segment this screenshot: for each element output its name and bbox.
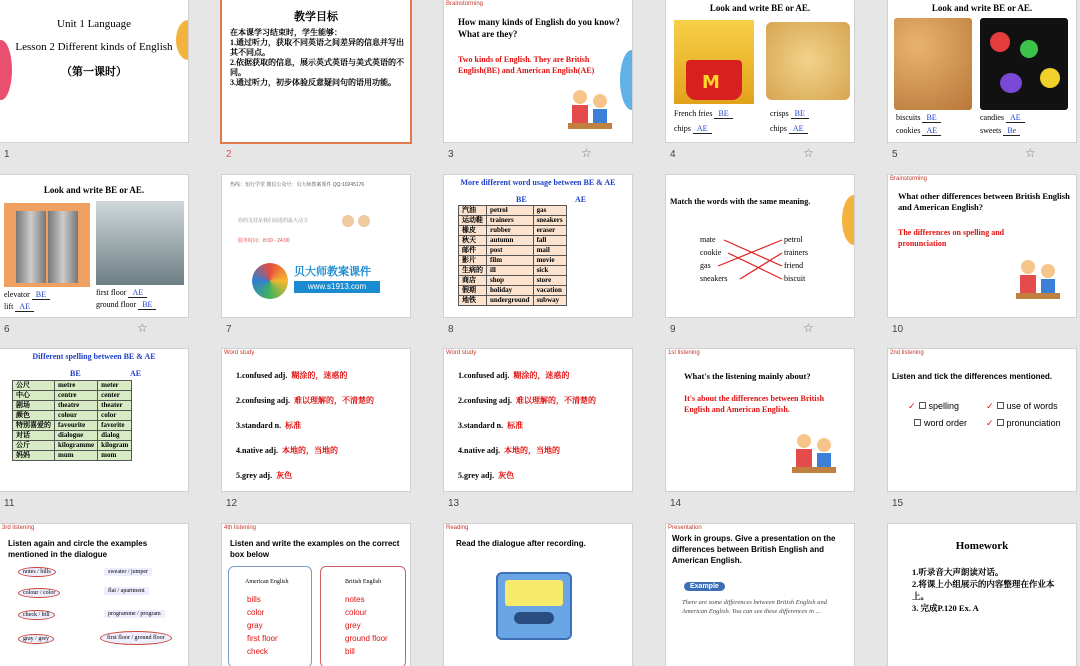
slide-number: 4: [670, 149, 676, 160]
chinese-cell: 邮件: [459, 246, 487, 256]
slide-title: More different word usage between BE & AE: [460, 178, 616, 187]
be-cell: mum: [55, 451, 98, 461]
slide-title: Look and write BE or AE.: [931, 3, 1033, 13]
be-cell: trainers: [487, 216, 534, 226]
chinese-cell: 假期: [459, 286, 487, 296]
match-lines: [666, 175, 854, 317]
vocabulary-item: [458, 413, 596, 438]
table-row: [459, 296, 567, 306]
slide-14[interactable]: [666, 349, 854, 491]
word: first floor: [96, 288, 127, 297]
example-word: color: [247, 608, 265, 617]
example-word: grey: [345, 621, 361, 630]
example-word: ground floor: [345, 634, 388, 643]
table-row: [459, 236, 567, 246]
vocabulary-term: 3.standard n.: [458, 421, 504, 430]
brand-logo-icon: [252, 263, 288, 299]
star-icon[interactable]: ☆: [1025, 146, 1036, 160]
answer-text: It's about the differences between British English and American English.: [684, 394, 825, 414]
chinese-cell: 地铁: [459, 296, 487, 306]
slide-number: 6: [4, 324, 10, 335]
section-tag: Word study: [224, 350, 255, 356]
vocabulary-meaning: 灰色: [498, 471, 515, 480]
chinese-cell: 剧场: [13, 401, 55, 411]
vocabulary-meaning: 糊涂的，迷惑的: [291, 371, 348, 380]
word: biscuits: [896, 113, 921, 122]
vocabulary-list: [458, 363, 596, 488]
vocabulary-item: [236, 388, 374, 413]
kids-illustration-icon: [790, 429, 838, 479]
french-fries-image-icon: M: [674, 20, 754, 104]
question-text: What's the listening mainly about?: [684, 371, 811, 381]
check-mark-icon: ✓: [986, 418, 994, 428]
example-pair: sweater / jumper: [104, 568, 152, 576]
british-english-box: [320, 566, 406, 666]
table-row: [459, 286, 567, 296]
column-header-be: BE: [70, 369, 81, 378]
match-word: sneakers: [700, 274, 728, 283]
word: candies: [980, 113, 1004, 122]
match-word: gas: [700, 261, 711, 270]
word: cookies: [896, 126, 921, 135]
elevator-image-icon: [4, 203, 90, 287]
slide-number: 5: [892, 149, 898, 160]
word: crisps: [770, 109, 789, 118]
slide-number: 8: [448, 324, 454, 335]
table-row: [13, 391, 132, 401]
slide-13[interactable]: [444, 349, 632, 491]
ae-cell: favorite: [98, 421, 132, 431]
ae-cell: gas: [533, 206, 566, 216]
ae-cell: sneakers: [533, 216, 566, 226]
chinese-cell: 汽油: [459, 206, 487, 216]
section-tag: Brainstorming: [446, 1, 484, 7]
support-text: 你的支持是我们前进的最大动力: [238, 218, 309, 224]
slide-8[interactable]: [444, 175, 632, 317]
section-tag: 2nd listening: [890, 350, 924, 356]
ae-cell: meter: [98, 381, 132, 391]
slide-4[interactable]: [666, 0, 854, 142]
person-icon: [358, 215, 370, 227]
objective-item: 2.依据获取的信息，展示英式英语与美式英语的不同。: [230, 58, 404, 77]
table-row: [13, 381, 132, 391]
vocabulary-list: [236, 363, 374, 488]
vocabulary-item: [458, 363, 596, 388]
check-mark-icon: ✓: [908, 401, 916, 411]
be-cell: petrol: [487, 206, 534, 216]
word: sweets: [980, 126, 1002, 135]
vocabulary-term: 1.confused adj.: [236, 371, 288, 380]
be-cell: theatre: [55, 401, 98, 411]
be-cell: holiday: [487, 286, 534, 296]
be-cell: post: [487, 246, 534, 256]
person-icon: [342, 215, 354, 227]
chinese-cell: 特别喜爱的: [13, 421, 55, 431]
example-word: bill: [345, 647, 355, 656]
answer-text: Two kinds of English. They are British English(BE) and American English(AE): [458, 55, 595, 75]
example-text: There are some differences between British English and American English. You can see these differences in ...: [682, 599, 827, 615]
table-row: [13, 421, 132, 431]
table-row: [13, 431, 132, 441]
kids-illustration-icon: [1014, 255, 1062, 305]
box-heading: British English: [345, 579, 382, 585]
vocabulary-item: [236, 413, 374, 438]
be-cell: favourite: [55, 421, 98, 431]
example-pair: gray / grey: [18, 634, 54, 644]
chinese-cell: 秋天: [459, 236, 487, 246]
contact-header: 热线：知行学堂 微信公众号：贝大师教案课件 QQ:10245176: [230, 182, 365, 188]
answer-blank: BE: [791, 109, 809, 119]
ae-cell: sick: [533, 266, 566, 276]
option-label: use of words: [1006, 401, 1058, 411]
vocabulary-meaning: 标准: [507, 421, 524, 430]
table-row: [459, 276, 567, 286]
example-word: first floor: [247, 634, 278, 643]
word: ground floor: [96, 300, 137, 309]
section-tag: Reading: [446, 525, 469, 531]
slide-20[interactable]: [888, 524, 1076, 666]
table-row: [459, 256, 567, 266]
section-tag: 3rd listening: [2, 525, 35, 531]
section-tag: 4th listening: [224, 525, 257, 531]
vocabulary-term: 5.grey adj.: [236, 471, 273, 480]
answer-blank: AE: [789, 124, 808, 134]
chinese-cell: 公尺: [13, 381, 55, 391]
chinese-cell: 中心: [13, 391, 55, 401]
table-row: [13, 451, 132, 461]
option-label: word order: [924, 418, 968, 428]
ae-cell: movie: [533, 256, 566, 266]
slide-number: 11: [4, 498, 15, 509]
section-tag: Brainstorming: [890, 176, 928, 182]
section-tag: Presentation: [668, 525, 702, 531]
homework-item: 2.将课上小组展示的内容整理在作业本上。: [912, 579, 1055, 601]
ae-cell: store: [533, 276, 566, 286]
biscuits-image-icon: [894, 18, 972, 110]
vocabulary-item: [236, 363, 374, 388]
chinese-cell: 商店: [459, 276, 487, 286]
vocabulary-meaning: 灰色: [276, 471, 293, 480]
vocabulary-item: [236, 438, 374, 463]
ae-cell: fall: [533, 236, 566, 246]
word: French fries: [674, 109, 713, 118]
slide-number: 13: [448, 498, 460, 509]
chinese-cell: 生病的: [459, 266, 487, 276]
answer-text: The differences on spelling and pronunciation: [898, 228, 1005, 248]
match-word: trainers: [784, 248, 808, 257]
vocabulary-term: 2.confusing adj.: [458, 396, 513, 405]
example-pair: first floor / ground floor: [100, 631, 172, 645]
slide-number: 15: [892, 498, 904, 509]
slide-9[interactable]: [666, 175, 854, 317]
vocabulary-term: 3.standard n.: [236, 421, 282, 430]
vocabulary-meaning: 本地的，当地的: [504, 446, 560, 455]
question-text: How many kinds of English do you know? What are they?: [458, 17, 620, 39]
star-icon[interactable]: ☆: [803, 146, 814, 160]
answer-blank: AE: [693, 124, 712, 134]
checkbox[interactable]: [914, 419, 921, 426]
slide-number: 14: [670, 498, 682, 509]
section-tag: 1st listening: [668, 350, 700, 356]
be-cell: shop: [487, 276, 534, 286]
word-usage-table: [458, 205, 567, 306]
table-row: [13, 401, 132, 411]
table-row: [459, 266, 567, 276]
vocabulary-item: [458, 463, 596, 488]
be-cell: underground: [487, 296, 534, 306]
vocabulary-item: [458, 438, 596, 463]
slide-title: Work in groups. Give a presentation on the differences between British English and American English.: [672, 534, 836, 565]
ae-cell: mail: [533, 246, 566, 256]
slide-title: Read the dialogue after recording.: [456, 539, 586, 548]
example-word: bills: [247, 595, 261, 604]
objective-item: 1.通过听力，获取不同英语之间差异的信息并写出其不同点。: [230, 38, 404, 57]
checkbox[interactable]: [997, 419, 1004, 426]
answer-blank: AE: [15, 302, 34, 312]
be-cell: kilogramme: [55, 441, 98, 451]
match-word: cookie: [700, 248, 722, 257]
be-cell: autumn: [487, 236, 534, 246]
slide-3[interactable]: [444, 0, 632, 142]
vocabulary-meaning: 难以理解的，不清楚的: [294, 396, 375, 405]
example-pair: flat / apartment: [104, 587, 149, 595]
table-row: [459, 216, 567, 226]
be-cell: film: [487, 256, 534, 266]
slide-number: 12: [226, 498, 238, 509]
ae-cell: kilogram: [98, 441, 132, 451]
table-row: [459, 206, 567, 216]
word: lift: [4, 302, 14, 311]
candies-image-icon: [980, 18, 1068, 110]
example-word: colour: [345, 608, 367, 617]
example-word: gray: [247, 621, 263, 630]
star-icon[interactable]: ☆: [137, 321, 148, 335]
service-hours: 服务时间：8:00 - 24:00: [238, 238, 290, 244]
check-mark-icon: ✓: [986, 401, 994, 411]
example-word: check: [247, 647, 268, 656]
slide-title: Look and write BE or AE.: [43, 185, 145, 195]
chinese-cell: 橡皮: [459, 226, 487, 236]
answer-blank: BE: [138, 300, 156, 310]
kids-illustration-icon: [566, 85, 614, 135]
vocabulary-term: 1.confused adj.: [458, 371, 510, 380]
crisps-image-icon: [766, 22, 850, 100]
brand-url: www.s1913.com: [294, 281, 380, 293]
example-pair: colour / color: [18, 588, 60, 598]
checkbox[interactable]: [919, 402, 926, 409]
ae-cell: center: [98, 391, 132, 401]
slide-10[interactable]: [888, 175, 1076, 317]
match-word: biscuit: [784, 274, 806, 283]
answer-blank: BE: [714, 109, 732, 119]
chinese-cell: 公斤: [13, 441, 55, 451]
ae-cell: color: [98, 411, 132, 421]
slide-19[interactable]: [666, 524, 854, 666]
answer-blank: AE: [128, 288, 147, 298]
word: chips: [770, 124, 787, 133]
slide-title: Listen and write the examples on the correct box below: [230, 539, 400, 559]
slide-title: Match the words with the same meaning.: [670, 197, 811, 206]
slide-2[interactable]: [222, 0, 410, 142]
ae-cell: mom: [98, 451, 132, 461]
chinese-cell: 妈妈: [13, 451, 55, 461]
ae-cell: dialog: [98, 431, 132, 441]
slide-number: 10: [892, 324, 904, 335]
box-heading: American English: [245, 579, 289, 585]
example-pair: check / bill: [18, 610, 55, 620]
slide-7[interactable]: [222, 175, 410, 317]
american-english-box: [228, 566, 312, 666]
ae-cell: eraser: [533, 226, 566, 236]
vocabulary-meaning: 糊涂的，迷惑的: [513, 371, 570, 380]
spelling-table: [12, 380, 132, 461]
option-label: spelling: [928, 401, 960, 411]
answer-blank: AE: [1006, 113, 1025, 123]
vocabulary-term: 2.confusing adj.: [236, 396, 291, 405]
match-word: mate: [700, 235, 716, 244]
ae-cell: subway: [533, 296, 566, 306]
slide-18[interactable]: [444, 524, 632, 666]
column-header-ae: AE: [130, 369, 142, 378]
match-word: petrol: [784, 235, 803, 244]
slide-title: 教学目标: [294, 11, 338, 23]
vocabulary-term: 5.grey adj.: [458, 471, 495, 480]
checkbox[interactable]: [997, 402, 1004, 409]
slide-number: 2: [226, 149, 232, 160]
slide-title-line: Unit 1 Language: [57, 18, 131, 30]
chinese-cell: 对话: [13, 431, 55, 441]
slide-5[interactable]: [888, 0, 1076, 142]
slide-title: Different spelling between BE & AE: [32, 352, 156, 361]
vocabulary-term: 4.native adj.: [236, 446, 278, 455]
slide-6[interactable]: [0, 175, 188, 317]
column-header-ae: AE: [575, 195, 587, 204]
chinese-cell: 影片: [459, 256, 487, 266]
slide-subtitle-line: Lesson 2 Different kinds of English: [15, 41, 173, 53]
example-pair: programme / program: [104, 610, 165, 618]
vocabulary-meaning: 难以理解的，不清楚的: [516, 396, 597, 405]
table-row: [13, 441, 132, 451]
be-cell: centre: [55, 391, 98, 401]
slide-15[interactable]: [888, 349, 1076, 491]
slide-12[interactable]: [222, 349, 410, 491]
be-cell: rubber: [487, 226, 534, 236]
chinese-cell: 运动鞋: [459, 216, 487, 226]
homework-item: 3. 完成P.120 Ex. A: [912, 603, 979, 613]
question-text: What other differences between British English and American English?: [898, 191, 1070, 212]
brand-name: 贝大师教案课件: [294, 265, 371, 278]
slide-number: 9: [670, 324, 676, 335]
vocabulary-item: [458, 388, 596, 413]
slide-title: Homework: [955, 540, 1009, 552]
table-row: [459, 226, 567, 236]
slide-title: Listen and tick the differences mentioned.: [892, 372, 1053, 381]
word: chips: [674, 124, 691, 133]
objective-item: 3.通过听力，初步体验反意疑问句的语用功能。: [230, 78, 396, 87]
example-word: notes: [345, 595, 365, 604]
slide-11[interactable]: [0, 349, 188, 491]
slide-16[interactable]: [0, 524, 188, 666]
table-row: [13, 411, 132, 421]
slide-number: 7: [226, 324, 232, 335]
answer-blank: Be: [1003, 126, 1020, 136]
answer-blank: AE: [922, 126, 941, 136]
answer-blank: BE: [32, 290, 50, 300]
vocabulary-term: 4.native adj.: [458, 446, 500, 455]
slide-title: Listen again and circle the examples mentioned in the dialogue: [8, 539, 148, 559]
be-cell: colour: [55, 411, 98, 421]
homework-item: 1.听录音大声朗读对话。: [912, 567, 1004, 577]
be-cell: metre: [55, 381, 98, 391]
section-tag: Word study: [446, 350, 477, 356]
word: elevator: [4, 290, 30, 299]
cassette-tape-icon: [496, 572, 572, 640]
example-pair: notes / bills: [18, 567, 56, 577]
slide-lesson-period: （第一课时）: [61, 66, 127, 78]
slide-1[interactable]: [0, 0, 188, 142]
example-badge: Example: [684, 582, 725, 591]
slide-17[interactable]: [222, 524, 410, 666]
be-cell: dialogue: [55, 431, 98, 441]
vocabulary-meaning: 本地的，当地的: [282, 446, 338, 455]
star-icon[interactable]: ☆: [803, 321, 814, 335]
slide-intro: 在本课学习结束时，学生能够：: [230, 28, 342, 37]
ae-cell: vacation: [533, 286, 566, 296]
ae-cell: theater: [98, 401, 132, 411]
vocabulary-meaning: 标准: [285, 421, 302, 430]
answer-blank: BE: [922, 113, 940, 123]
slide-number: 1: [4, 149, 10, 160]
be-cell: ill: [487, 266, 534, 276]
match-word: friend: [784, 261, 804, 270]
vocabulary-item: [236, 463, 374, 488]
slide-number: 3: [448, 149, 454, 160]
column-header-be: BE: [516, 195, 527, 204]
table-row: [459, 246, 567, 256]
chinese-cell: 颜色: [13, 411, 55, 421]
lobby-image-icon: [96, 201, 184, 285]
star-icon[interactable]: ☆: [581, 146, 592, 160]
option-label: pronunciation: [1006, 418, 1061, 428]
slide-title: Look and write BE or AE.: [709, 3, 811, 13]
